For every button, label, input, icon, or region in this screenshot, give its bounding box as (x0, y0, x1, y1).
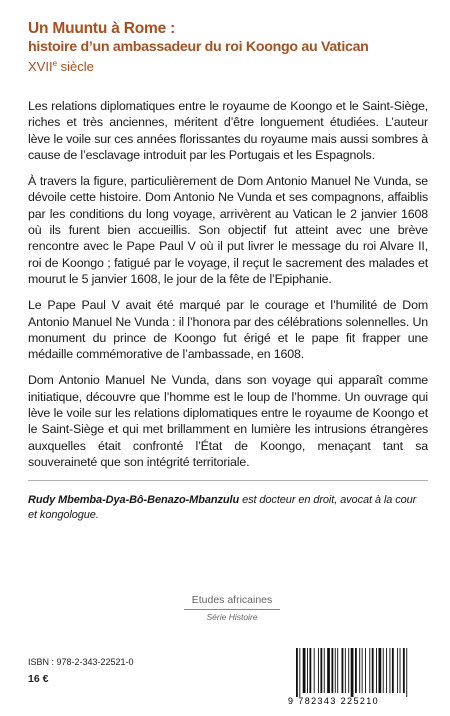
century-roman: XVII (28, 59, 53, 74)
century-word: siècle (57, 59, 94, 74)
back-cover-blurb (28, 98, 428, 523)
barcode-bar (389, 648, 390, 693)
price-text: 16 € (28, 673, 49, 685)
blurb-paragraph-3: Le Pape Paul V avait été marqué par le courage et l’humilité de Dom Antonio Manuel Ne Vunda : il l’honora par des célébrations solennelles. Un monument du prince de Koongo fut érigé et le pape fit frapper une médaille commémorative de l’ambassade, en 1608. (28, 298, 428, 362)
barcode-bar (403, 648, 405, 693)
barcode-icon (286, 648, 420, 706)
barcode-bar (383, 648, 384, 693)
barcode-bar (392, 648, 394, 693)
barcode-bar (327, 648, 330, 693)
barcode-bar (318, 648, 319, 693)
series-logo (184, 594, 280, 623)
book-century (28, 58, 428, 76)
barcode-bar (351, 648, 354, 697)
book-title: Un Muuntu à Rome : (28, 20, 176, 37)
barcode-bar (303, 648, 306, 693)
barcode-bar (362, 648, 363, 693)
barcode-bar (386, 648, 387, 693)
century-superscript: e (52, 59, 58, 68)
series-name: Etudes africaines (184, 594, 280, 610)
barcode-bar (365, 648, 366, 693)
barcode-bar (299, 648, 300, 697)
author-bio (28, 493, 428, 523)
barcode-digits: 9 782343 225210 (288, 696, 380, 706)
barcode-bar (337, 648, 338, 693)
blurb-paragraph-4: Dom Antonio Manuel Ne Vunda, dans son voyage qui apparaît comme initiatique, découvre que l’homme est le loup de l’homme. Un ouvrage qui lève le voile sur les relations diplomatiques entre le royaume de Koongo et le Saint-Siège et qui met brillamment en lumière les intrusions étrangères auxquelles était confronté l’État de Koongo, menaçant tant sa souveraineté que son intégrité territoriale. (28, 373, 428, 469)
author-description: est docteur en droit, avocat à la cour et kongologue. (28, 494, 417, 522)
barcode-bar (378, 648, 381, 693)
series-subtitle: Série Histoire (206, 612, 258, 622)
book-subtitle: histoire d’un ambassadeur du roi Koongo au Vatican (28, 39, 369, 55)
barcode-bar (314, 648, 315, 693)
barcode-bar (342, 648, 344, 693)
isbn-text: ISBN : 978-2-343-22521-0 (28, 657, 134, 667)
barcode-bar (400, 648, 401, 693)
barcode-bar (369, 648, 370, 693)
barcode-bar (355, 648, 357, 693)
isbn-barcode (286, 648, 420, 706)
barcode-bar (307, 648, 308, 693)
barcode-bar (359, 648, 360, 693)
blurb-paragraph-1: Les relations diplomatiques entre le royaume de Koongo et le Saint-Siège, riches et très anciennes, méritent d’être longuement étudiées. L’auteur lève le voile sur ces années florissantes du royaume mais aussi sombres à cause de l’esclavage introduit par les Portugais et les Espagnols. (28, 99, 428, 162)
barcode-bar (309, 648, 311, 693)
barcode-bar (335, 648, 336, 693)
divider (28, 480, 428, 481)
barcode-bar (345, 648, 346, 693)
barcode-bar (376, 648, 377, 693)
barcode-bar (406, 648, 407, 697)
barcode-bar (348, 648, 349, 693)
barcode-bar (324, 648, 325, 693)
author-name: Rudy Mbemba-Dya-Bô-Benazo-Mbanzulu (28, 494, 240, 507)
barcode-bar (331, 648, 333, 693)
book-header (28, 20, 428, 76)
barcode-bar (372, 648, 374, 693)
barcode-bar (296, 648, 298, 697)
blurb-paragraph-2: À travers la figure, particulièrement de Dom Antonio Manuel Ne Vunda, se dévoile cette histoire. Dom Antonio Ne Vunda et ses compagnons, affaiblis par les conditions du long voyage, arrivèrent au Vatican le 2 janvier 1608 où ils furent bien accueillis. Son objectif fut atteint avec une brève rencontre avec le Pape Paul V où il put livrer le message du roi Alvare II, roi de Koongo ; fatigué par le voyage, il reçut le sacrement des malades et mourut le 5 janvier 1608, le jour de la fête de l’Epiphanie. (28, 174, 428, 286)
barcode-bar (320, 648, 322, 693)
barcode-bar (397, 648, 398, 693)
